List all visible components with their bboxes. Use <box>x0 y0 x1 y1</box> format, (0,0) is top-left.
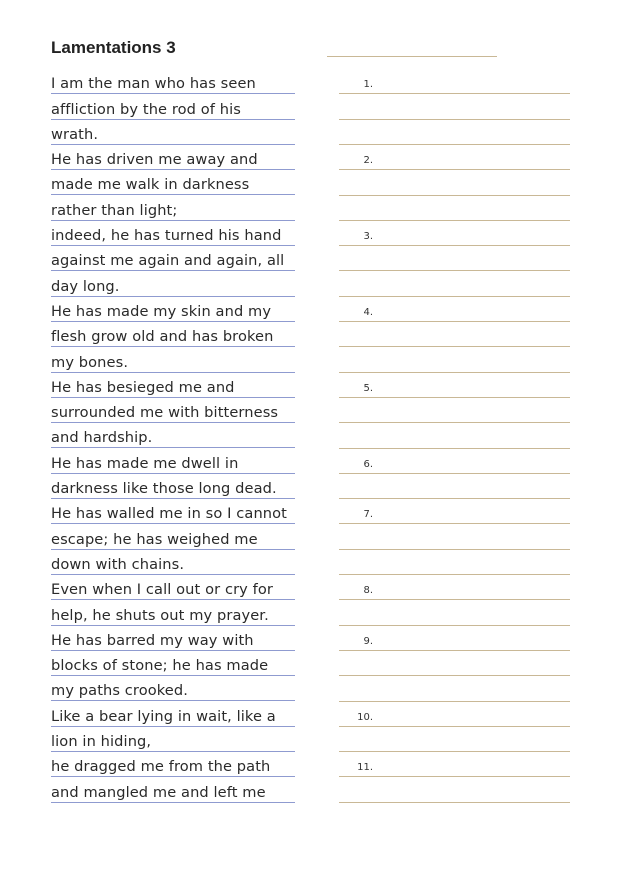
verse-line-text: He has walled me in so I cannot <box>51 505 288 523</box>
verse-line <box>51 676 295 701</box>
handwriting-line <box>339 195 570 196</box>
verse-line-text: against me again and again, all <box>51 252 285 270</box>
handwriting-line <box>339 473 570 474</box>
verse-line <box>51 626 295 651</box>
verse-line <box>51 449 295 474</box>
handwriting-line <box>339 498 570 499</box>
verse-line-text: He has made me dwell in <box>51 454 239 472</box>
verse-line <box>51 752 295 777</box>
verse-line <box>51 600 295 625</box>
verse-line-text: He has barred my way with <box>51 631 254 649</box>
verse-number: 4. <box>363 306 373 318</box>
handwriting-line <box>339 701 570 702</box>
verse-line-text: and mangled me and left me <box>51 783 266 801</box>
verse-line-text: He has driven me away and <box>51 151 258 169</box>
verse-line <box>51 474 295 499</box>
handwriting-line <box>339 574 570 575</box>
verse-line-text: wrath. <box>51 125 99 143</box>
handwriting-line <box>339 726 570 727</box>
handwriting-line <box>339 321 570 322</box>
verse-line-text: lion in hiding, <box>51 733 152 751</box>
handwriting-line <box>339 599 570 600</box>
verse-line-text: He has besieged me and <box>51 378 235 396</box>
verse-line-text: he dragged me from the path <box>51 758 271 776</box>
handwriting-line <box>339 448 570 449</box>
handwriting-line <box>339 220 570 221</box>
verse-line-text: Like a bear lying in wait, like a <box>51 707 276 725</box>
verse-line-text: surrounded me with bitterness <box>51 404 279 422</box>
verse-line-text: down with chains. <box>51 555 185 573</box>
handwriting-line <box>339 422 570 423</box>
verse-line-text: help, he shuts out my prayer. <box>51 606 269 624</box>
handwriting-line <box>339 802 570 803</box>
handwriting-line <box>339 296 570 297</box>
verse-line <box>51 423 295 448</box>
verse-line <box>51 398 295 423</box>
verse-number: 8. <box>363 585 373 596</box>
verse-line <box>51 221 295 246</box>
handwriting-line <box>339 675 570 676</box>
verse-line <box>51 499 295 524</box>
verse-number: 6. <box>363 458 373 470</box>
verse-line-text: made me walk in darkness <box>51 176 250 194</box>
verse-line-text: escape; he has weighed me <box>51 530 258 548</box>
verse-line <box>51 322 295 347</box>
verse-line <box>51 651 295 676</box>
title-writing-line <box>327 56 497 57</box>
verse-line <box>51 246 295 271</box>
handwriting-line <box>339 270 570 271</box>
verse-line-text: my paths crooked. <box>51 682 188 700</box>
verse-line <box>51 777 295 802</box>
verse-line-text: day long. <box>51 277 120 295</box>
verse-line-text: blocks of stone; he has made <box>51 657 269 675</box>
handwriting-line <box>339 372 570 373</box>
verse-line-text: rather than light; <box>51 201 178 219</box>
verse-line <box>51 524 295 549</box>
page-title: Lamentations 3 <box>51 38 176 57</box>
verse-line-text: and hardship. <box>51 429 153 447</box>
handwriting-line <box>339 397 570 398</box>
verse-line <box>51 94 295 119</box>
handwriting-line <box>339 245 570 246</box>
verse-underline <box>51 802 295 803</box>
verse-line-text: affliction by the rod of his <box>51 100 241 118</box>
handwriting-line <box>339 776 570 777</box>
handwriting-line <box>339 346 570 347</box>
handwriting-line <box>339 523 570 524</box>
verse-line <box>51 575 295 600</box>
verse-number: 5. <box>363 382 373 394</box>
verse-line-text: flesh grow old and has broken <box>51 328 274 346</box>
verse-number: 9. <box>363 635 373 647</box>
verse-line <box>51 727 295 752</box>
handwriting-line <box>339 751 570 752</box>
verse-number: 2. <box>363 154 373 166</box>
handwriting-line <box>339 650 570 651</box>
verse-line <box>51 271 295 296</box>
verse-number: 11. <box>357 762 373 774</box>
verse-line-text: darkness like those long dead. <box>51 480 277 498</box>
verse-number: 3. <box>363 230 373 242</box>
handwriting-line <box>339 625 570 626</box>
verse-line-text: Even when I call out or cry for <box>51 581 274 599</box>
verse-line <box>51 69 295 94</box>
verse-number: 1. <box>363 79 373 90</box>
verse-line-text: He has made my skin and my <box>51 302 272 320</box>
verse-number: 7. <box>363 509 373 521</box>
verse-line <box>51 550 295 575</box>
handwriting-line <box>339 119 570 120</box>
verse-line <box>51 170 295 195</box>
verse-line <box>51 702 295 727</box>
verse-line-text: my bones. <box>51 353 129 371</box>
verse-number: 10. <box>357 711 373 723</box>
verse-line <box>51 120 295 145</box>
verse-line <box>51 145 295 170</box>
verse-line-text: I am the man who has seen <box>51 75 256 93</box>
handwriting-line <box>339 144 570 145</box>
handwriting-line <box>339 549 570 550</box>
verse-line <box>51 373 295 398</box>
verse-line-text: indeed, he has turned his hand <box>51 227 282 245</box>
handwriting-line <box>339 169 570 170</box>
handwriting-line <box>339 93 570 94</box>
verse-line <box>51 297 295 322</box>
verse-line <box>51 347 295 372</box>
verse-line <box>51 196 295 221</box>
